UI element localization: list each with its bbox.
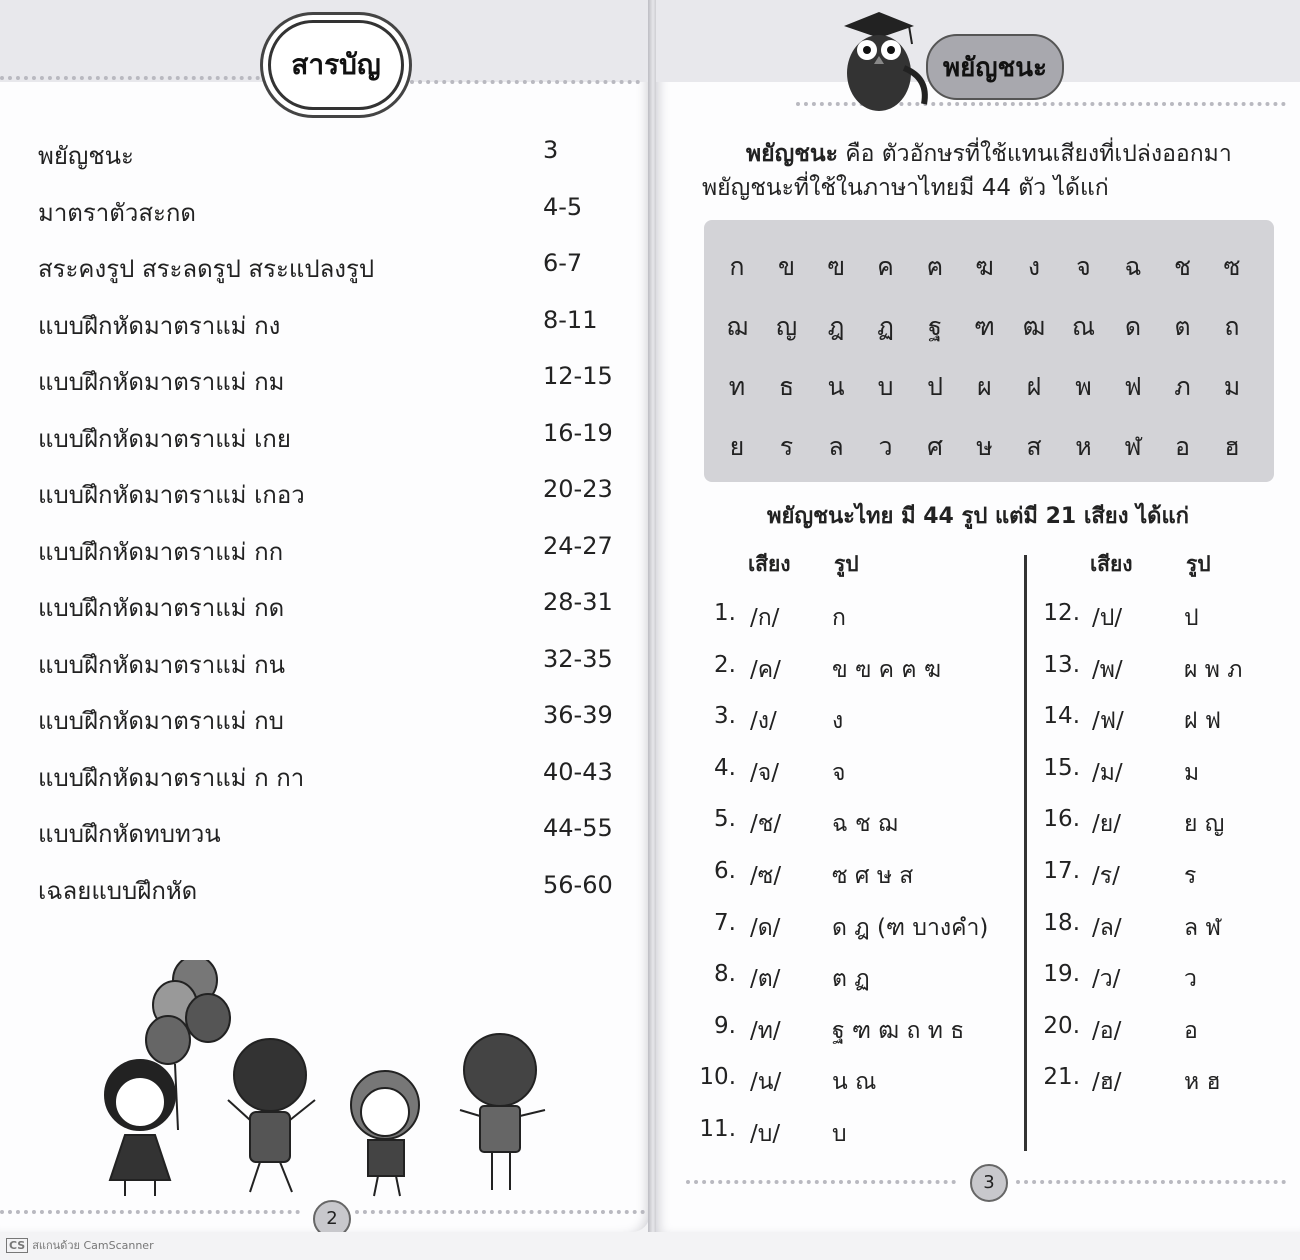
sound-forms: ฉ ช ฌ <box>832 811 898 838</box>
consonant-letter: อ <box>1174 432 1190 461</box>
consonant-letter: ฬ <box>1124 432 1142 461</box>
page-number: 3 <box>970 1164 1008 1202</box>
sound-forms: ย ญ <box>1184 811 1225 838</box>
sound-phoneme: /พ/ <box>1092 656 1123 683</box>
toc-entry-title: แบบฝึกหัดมาตราแม่ ก กา <box>38 763 305 792</box>
consonant-letter: ฝ <box>1026 372 1042 401</box>
sound-forms: ต ฏ <box>832 966 870 993</box>
sound-number: 1. <box>714 600 736 626</box>
sounds-subtitle: พยัญชนะไทย มี 44 รูป แต่มี 21 เสียง ได้แก่ <box>767 504 1189 529</box>
column-divider <box>1024 555 1027 1151</box>
consonant-letter: ฆ <box>975 252 994 281</box>
sound-forms: ล ฬ <box>1184 914 1222 941</box>
toc-entry-pages: 3 <box>543 136 559 164</box>
sound-forms: ร <box>1184 863 1197 889</box>
toc-entry-pages: 8-11 <box>543 305 598 334</box>
sound-forms: ผ พ ภ <box>1184 656 1243 683</box>
sound-phoneme: /ร/ <box>1092 863 1120 889</box>
sound-phoneme: /น/ <box>750 1069 782 1096</box>
consonant-letter: ข <box>777 252 796 281</box>
sound-phoneme: /ค/ <box>750 656 781 683</box>
toc-entry-title: พยัญชนะ <box>38 142 134 170</box>
consonant-letter: ต <box>1174 312 1191 341</box>
consonant-letter: ป <box>927 372 943 401</box>
page-number: 2 <box>313 1200 351 1232</box>
toc-entry-pages: 44-55 <box>543 814 613 842</box>
sound-phoneme: /ก/ <box>750 605 780 631</box>
sound-number: 11. <box>699 1116 736 1142</box>
sound-phoneme: /อ/ <box>1092 1017 1122 1044</box>
consonant-letter: ผ <box>977 372 992 401</box>
toc-entry-pages: 12-15 <box>543 362 613 390</box>
sound-phoneme: /ฟ/ <box>1092 708 1124 735</box>
toc-entry-title: สระคงรูป สระลดรูป สระแปลงรูป <box>38 255 375 283</box>
sound-number: 9. <box>714 1012 736 1039</box>
sound-number: 10. <box>699 1064 736 1091</box>
child-boy-icon <box>228 1039 315 1192</box>
sound-forms: ห ฮ <box>1184 1069 1221 1096</box>
consonant-letter: ช <box>1174 252 1191 281</box>
sound-forms: น ณ <box>832 1069 877 1096</box>
intro-term: พยัญชนะ <box>746 141 838 167</box>
consonant-letter: ร <box>779 432 794 461</box>
sound-phoneme: /ง/ <box>750 708 777 735</box>
toc-row <box>38 249 628 289</box>
consonant-letter: ท <box>728 372 746 401</box>
consonant-letter: ม <box>1223 372 1241 401</box>
consonant-letter: ง <box>1027 252 1041 281</box>
consonant-letter: ภ <box>1174 372 1191 401</box>
toc-row <box>38 362 628 402</box>
consonant-letter: ฮ <box>1224 432 1240 461</box>
footer-dotted-line <box>355 1210 645 1214</box>
toc-entry-title: แบบฝึกหัดมาตราแม่ กง <box>38 311 281 340</box>
consonant-letter: ฎ <box>827 312 845 341</box>
sound-forms: อ <box>1184 1017 1198 1044</box>
toc-row <box>38 532 628 572</box>
left-page <box>0 0 650 1232</box>
sound-number: 5. <box>714 806 736 833</box>
sound-forms: ฝ ฟ <box>1184 708 1222 735</box>
header-dotted-line <box>410 80 640 84</box>
toc-entry-title: แบบฝึกหัดมาตราแม่ เกอว <box>38 481 305 509</box>
sound-number: 12. <box>1043 600 1080 626</box>
scanner-badge: CS <box>6 1238 28 1253</box>
sound-number: 14. <box>1043 703 1080 730</box>
sound-forms: จ <box>832 759 846 786</box>
sound-number: 8. <box>714 961 736 988</box>
consonant-letter: ห <box>1075 432 1092 461</box>
consonant-letter: ฅ <box>926 252 944 281</box>
footer-dotted-line <box>1016 1180 1286 1184</box>
sound-phoneme: /ว/ <box>1092 966 1121 993</box>
sound-phoneme: /ซ/ <box>750 863 782 889</box>
consonant-letter: ด <box>1124 312 1142 341</box>
footer-dotted-line <box>686 1180 956 1184</box>
child-boy-right-icon <box>460 1034 545 1190</box>
sound-forms: ก <box>832 605 846 631</box>
consonant-letter: ฟ <box>1124 372 1142 401</box>
column-header-sound: เสียง <box>748 552 791 576</box>
toc-title-badge <box>268 20 404 110</box>
consonant-letter: ธ <box>778 372 795 401</box>
sound-number: 17. <box>1043 858 1080 884</box>
sound-phoneme: /ย/ <box>1092 811 1121 838</box>
sound-forms: ง <box>832 708 844 735</box>
sound-phoneme: /ช/ <box>750 811 782 838</box>
toc-entry-pages: 28-31 <box>543 588 613 616</box>
toc-entry-title: แบบฝึกหัดทบทวน <box>38 820 221 848</box>
sound-forms: ข ฃ ค ฅ ฆ <box>832 656 942 683</box>
consonant-letter: ศ <box>927 432 943 461</box>
sound-number: 20. <box>1043 1012 1080 1039</box>
consonant-letter: ฉ <box>1124 252 1142 281</box>
toc-entry-pages: 20-23 <box>543 475 613 503</box>
toc-entry-title: มาตราตัวสะกด <box>38 198 196 227</box>
toc-row <box>38 871 628 911</box>
sound-number: 21. <box>1043 1064 1080 1091</box>
consonant-letter: ย <box>729 432 745 461</box>
consonant-letter: ณ <box>1071 312 1096 341</box>
consonant-letter: ฃ <box>827 252 845 281</box>
sound-phoneme: /ล/ <box>1092 914 1122 941</box>
child-girl-icon <box>105 1060 175 1196</box>
page-title-badge <box>926 34 1064 100</box>
footer-dotted-line <box>0 1210 300 1214</box>
column-header-sound: เสียง <box>1090 552 1133 576</box>
toc-row <box>38 814 628 854</box>
consonant-letter: ฏ <box>877 312 894 341</box>
sound-phoneme: /ป/ <box>1092 605 1123 631</box>
consonant-letter: ฒ <box>1022 312 1046 341</box>
toc-row <box>38 306 628 346</box>
sound-forms: ด ฎ (ฑ บางคำ) <box>832 914 989 941</box>
sound-number: 16. <box>1043 806 1080 833</box>
sound-number: 18. <box>1043 909 1080 936</box>
consonant-letter: พ <box>1075 372 1092 401</box>
toc-row <box>38 475 628 515</box>
consonant-letter: ซ <box>1223 252 1241 281</box>
toc-entry-title: แบบฝึกหัดมาตราแม่ กด <box>38 594 285 622</box>
toc-row <box>38 758 628 798</box>
sound-phoneme: /บ/ <box>750 1121 781 1147</box>
intro-line-2: พยัญชนะที่ใช้ในภาษาไทยมี 44 ตัว ได้แก่ <box>702 175 1109 201</box>
toc-entry-pages: 36-39 <box>543 701 613 729</box>
intro-line-1 <box>746 136 1232 172</box>
toc-entry-pages: 56-60 <box>543 870 613 899</box>
sound-number: 6. <box>714 858 736 884</box>
toc-entry-pages: 16-19 <box>543 418 613 447</box>
column-header-form: รูป <box>834 552 859 576</box>
sound-forms: ซ ศ ษ ส <box>832 863 914 889</box>
consonant-grid <box>704 220 1274 482</box>
consonant-letter: ก <box>729 252 745 281</box>
sound-number: 19. <box>1043 961 1080 988</box>
intro-definition: คือ ตัวอักษรที่ใช้แทนเสียงที่เปล่งออกมา <box>837 141 1232 167</box>
toc-entry-title: แบบฝึกหัดมาตราแม่ กม <box>38 368 285 396</box>
toc-entry-title: แบบฝึกหัดมาตราแม่ กน <box>38 650 286 679</box>
toc-entry-title: แบบฝึกหัดมาตราแม่ กบ <box>38 707 284 735</box>
consonant-letter: ฐ <box>928 312 942 341</box>
consonant-letter: จ <box>1076 252 1091 281</box>
sound-number: 4. <box>714 754 736 781</box>
scanner-text: สแกนด้วย CamScanner <box>32 1239 154 1252</box>
sound-number: 13. <box>1043 651 1080 678</box>
consonant-letter: ฌ <box>726 312 748 341</box>
sound-number: 3. <box>714 703 736 730</box>
toc-row <box>38 193 628 233</box>
sound-number: 2. <box>714 651 736 678</box>
consonant-letter: ญ <box>775 312 798 341</box>
toc-title: สารบัญ <box>291 48 381 81</box>
sound-phoneme: /ท/ <box>750 1017 781 1044</box>
consonant-letter: บ <box>877 372 894 401</box>
page-title: พยัญชนะ <box>943 52 1047 83</box>
toc-entry-title: แบบฝึกหัดมาตราแม่ กก <box>38 537 284 566</box>
sound-forms: ว <box>1184 966 1197 993</box>
right-page <box>656 0 1300 1232</box>
children-illustration <box>100 960 560 1200</box>
consonant-letter: ษ <box>976 432 993 461</box>
toc-entry-pages: 6-7 <box>543 249 583 277</box>
consonant-letter: ถ <box>1224 312 1240 341</box>
toc-row <box>38 588 628 628</box>
sound-phoneme: /ด/ <box>750 914 781 941</box>
consonant-letter: น <box>827 372 845 401</box>
toc-entry-pages: 40-43 <box>543 757 613 786</box>
toc-row <box>38 645 628 685</box>
toc-entry-pages: 32-35 <box>543 644 613 673</box>
owl-graduate-icon <box>824 8 934 112</box>
header-dotted-line <box>0 76 260 80</box>
sound-forms: ป <box>1184 605 1199 631</box>
sound-phoneme: /จ/ <box>750 759 779 786</box>
sound-forms: ฐ ฑ ฒ ถ ท ธ <box>832 1017 965 1044</box>
toc-row <box>38 419 628 459</box>
sound-forms: ม <box>1184 759 1200 786</box>
child-girl-striped-icon <box>351 1071 419 1196</box>
consonant-letter: ค <box>877 252 894 281</box>
consonant-letter: ล <box>828 432 844 461</box>
toc-row <box>38 136 628 176</box>
consonant-letter: ส <box>1026 432 1042 461</box>
sound-number: 7. <box>714 909 736 936</box>
scanner-watermark <box>6 1236 154 1254</box>
sound-number: 15. <box>1043 754 1080 781</box>
sound-phoneme: /ม/ <box>1092 759 1123 786</box>
consonant-letter: ฑ <box>974 312 995 341</box>
sound-phoneme: /ฮ/ <box>1092 1069 1122 1096</box>
sound-forms: บ <box>832 1121 847 1147</box>
toc-entry-title: แบบฝึกหัดมาตราแม่ เกย <box>38 424 291 453</box>
toc-entry-title: เฉลยแบบฝึกหัด <box>38 876 198 905</box>
toc-entry-pages: 24-27 <box>543 531 613 560</box>
column-header-form: รูป <box>1186 552 1211 576</box>
consonant-letter: ว <box>878 432 893 461</box>
sound-phoneme: /ต/ <box>750 966 781 993</box>
toc-row <box>38 701 628 741</box>
toc-entry-pages: 4-5 <box>543 192 583 221</box>
